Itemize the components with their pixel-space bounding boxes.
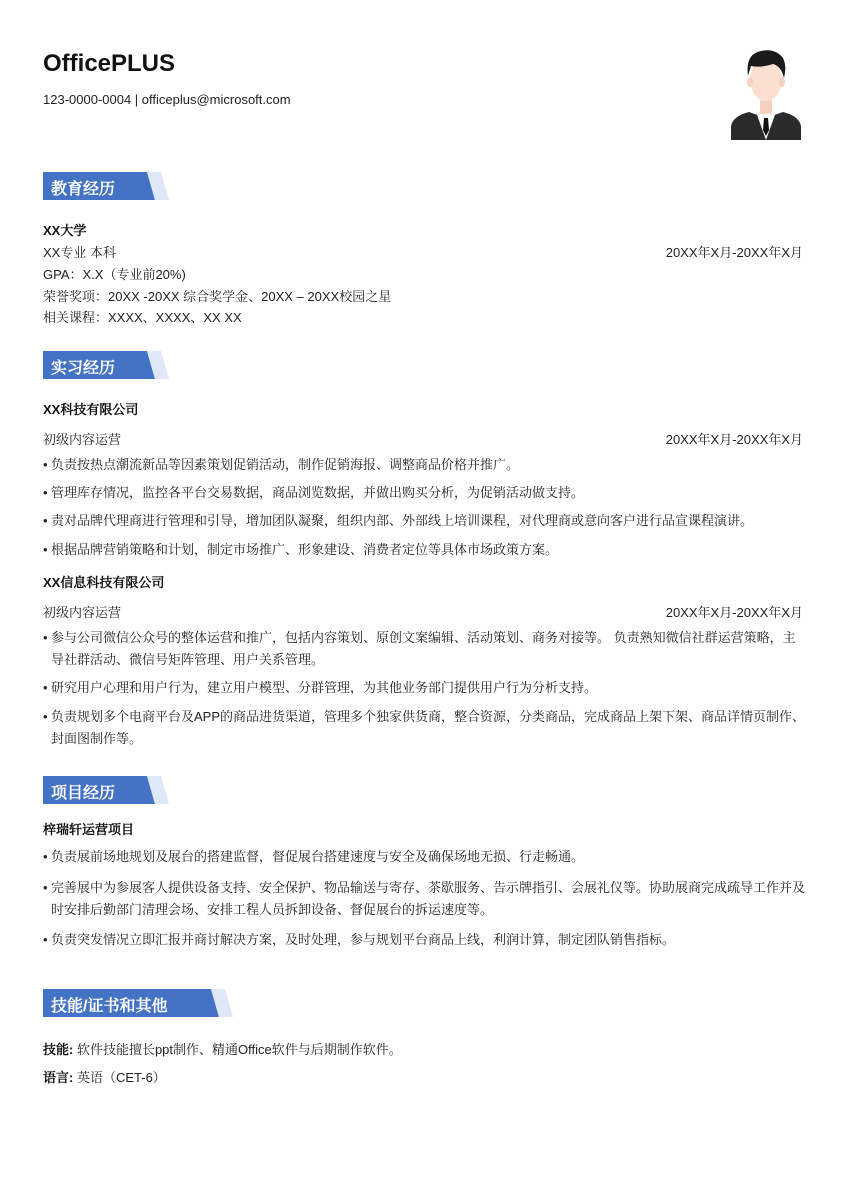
job-date: 20XX年X月-20XX年X月 (665, 432, 803, 447)
list-item: • 负责按热点潮流新品等因素策划促销活动，制作促销海报、调整商品价格并推广。 (43, 457, 520, 472)
language-value: 英语（CET-6） (73, 1070, 166, 1085)
section-title: 教育经历 (51, 181, 116, 198)
skill-label: 技能: (43, 1042, 74, 1057)
company-name: XX科技有限公司 (43, 402, 139, 417)
project-name: 梓瑞轩运营项目 (43, 822, 135, 837)
section-title: 项目经历 (51, 785, 116, 802)
language-label: 语言: (43, 1070, 74, 1085)
section-title: 技能/证书和其他 (51, 998, 168, 1015)
section-header-skills (43, 989, 223, 1017)
candidate-name: OfficePLUS (43, 50, 176, 77)
section-header-internship (43, 351, 223, 379)
list-item: • 负责展前场地规划及展台的搭建监督，督促展台搭建速度与安全及确保场地无损、行走畅通。 (43, 849, 585, 864)
right-ear (779, 77, 785, 87)
list-item: • 研究用户心理和用户行为，建立用户模型、分群管理，为其他业务部门提供用户行为分析支持。 (43, 680, 598, 695)
list-item: • 参与公司微信公众号的整体运营和推广，包括内容策划、原创文案编辑、活动策划、商务对接等。 负责熟知微信社群运营策略，主导社群活动、微信号矩阵管理、用户关系管理。 (43, 630, 796, 667)
courses: 相关课程：XXXX、XXXX、XX XX (43, 310, 242, 325)
honors: 荣誉奖项：20XX -20XX 综合奖学金、20XX – 20XX校园之星 (43, 289, 392, 304)
job-role: 初级内容运营 (43, 432, 122, 447)
list-item: • 责对品牌代理商进行管理和引导，增加团队凝聚，组织内部、外部线上培训课程，对代理商或意向客户进行品宣课程演讲。 (43, 513, 754, 528)
skill-line (43, 1039, 402, 1058)
neck (760, 100, 772, 114)
job-role: 初级内容运营 (43, 605, 122, 620)
section-header-project (43, 776, 223, 804)
school-name: XX大学 (43, 223, 87, 238)
list-item: • 负责规划多个电商平台及APP的商品进货渠道，管理多个独家供货商，整合资源，分类商品，完成商品上架下架、商品详情页制作、封面图制作等。 (43, 709, 806, 746)
list-item: • 管理库存情况，监控各平台交易数据，商品浏览数据，并做出购买分析，为促销活动做支持。 (43, 485, 585, 500)
language-line (43, 1067, 166, 1086)
skill-value: 软件技能擅长ppt制作、精通Office软件与后期制作软件。 (73, 1042, 402, 1057)
major-degree: XX专业 本科 (43, 245, 116, 260)
list-item: • 完善展中为参展客人提供设备支持、安全保护、物品输送与寄存、茶歇服务、告示牌指引、会展礼仪等。协助展商完成疏导工作并及时安排后勤部门清理会场、安排工程人员拆卸设备、督促展台的拆运速度等。 (43, 880, 806, 917)
contact-info: 123-0000-0004 | officeplus@microsoft.com (43, 92, 291, 107)
company-name: XX信息科技有限公司 (43, 575, 165, 590)
job-date: 20XX年X月-20XX年X月 (665, 605, 803, 620)
list-item: • 负责突发情况立即汇报并商讨解决方案，及时处理，参与规划平台商品上线，利润计算，制定团队销售指标。 (43, 932, 676, 947)
gpa: GPA：X.X（专业前20%) (43, 267, 186, 282)
list-item: • 根据品牌营销策略和计划，制定市场推广、形象建设、消费者定位等具体市场政策方案。 (43, 542, 559, 557)
avatar (731, 44, 801, 140)
section-header-education (43, 172, 223, 200)
left-ear (747, 77, 753, 87)
section-title: 实习经历 (51, 360, 116, 377)
education-date: 20XX年X月-20XX年X月 (665, 245, 803, 260)
